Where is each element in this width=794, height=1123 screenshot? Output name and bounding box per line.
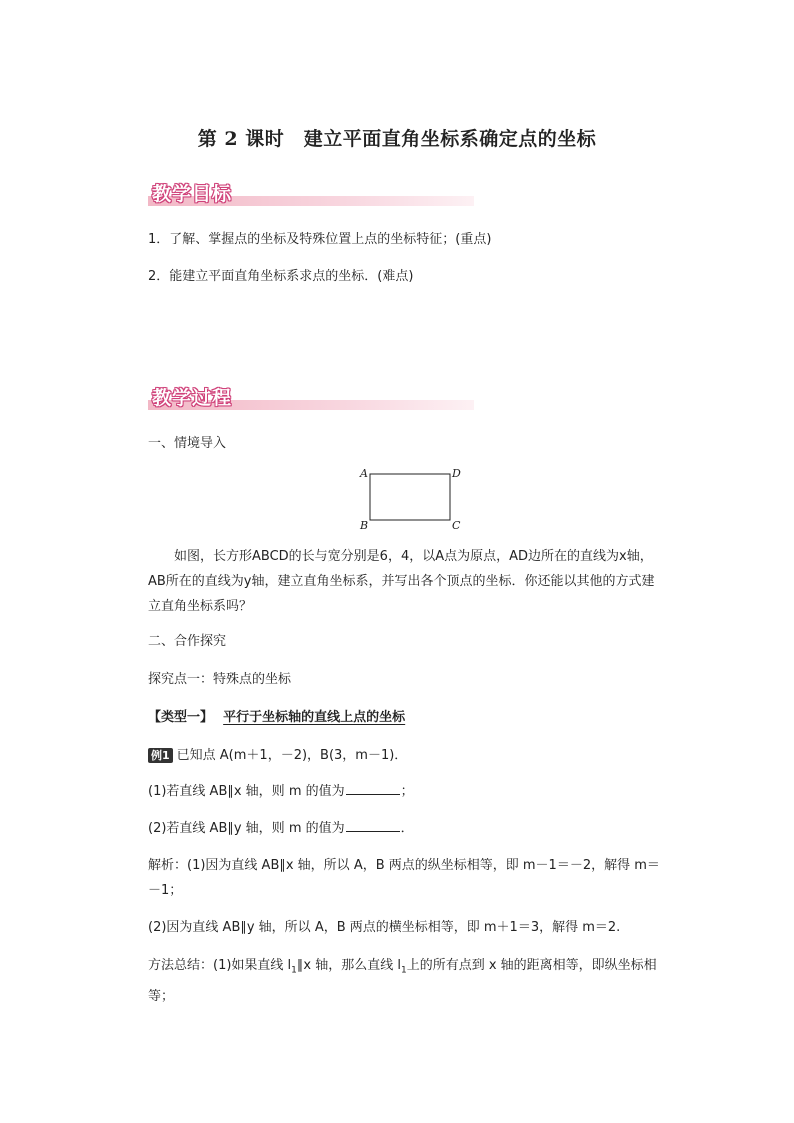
lesson-title: 第 2 课时 建立平面直角坐标系确定点的坐标 xyxy=(197,128,597,150)
example1-stem-line xyxy=(148,746,407,766)
method-mid: ∥x 轴，那么直线 l xyxy=(296,958,401,973)
objective-item-1: 1．了解、掌握点的坐标及特殊位置上点的坐标特征；(重点) xyxy=(148,232,492,247)
part2-heading: 二、合作探究 xyxy=(148,634,227,649)
q2-suffix: ． xyxy=(400,821,414,836)
explore-point-1: 探究点一：特殊点的坐标 xyxy=(148,672,292,687)
q1-suffix: ； xyxy=(400,784,414,799)
vertex-label-b: B xyxy=(360,519,369,532)
q1-text: (1)若直线 AB∥x 轴，则 m 的值为 xyxy=(148,784,345,799)
vertex-label-c: C xyxy=(452,519,461,532)
type1-topic: 平行于坐标轴的直线上点的坐标 xyxy=(223,710,406,725)
q2-text: (2)若直线 AB∥y 轴，则 m 的值为 xyxy=(148,821,345,836)
example1-q1 xyxy=(148,782,414,802)
rectangle-abcd xyxy=(370,474,450,520)
vertex-label-a: A xyxy=(360,467,368,480)
method-sub-2: 1 xyxy=(400,965,407,976)
objectives-banner xyxy=(148,176,474,206)
method-sub-1: 1 xyxy=(291,965,297,976)
solution-line-1: 解析：(1)因为直线 AB∥x 轴，所以 A，B 两点的纵坐标相等，即 m－1＝－2，解得 m＝－1； xyxy=(148,858,660,898)
example1-q2 xyxy=(148,819,414,839)
process-heading: 教学过程 xyxy=(152,387,233,409)
method-summary xyxy=(148,953,672,1009)
solution-line-2: (2)因为直线 AB∥y 轴，所以 A，B 两点的横坐标相等，即 m＋1＝3，解得 m＝2. xyxy=(148,920,621,935)
q1-answer-blank xyxy=(346,782,400,795)
objectives-heading: 教学目标 xyxy=(152,183,233,205)
q2-answer-blank xyxy=(346,819,400,832)
intro-paragraph: 如图，长方形ABCD的长与宽分别是6，4，以A点为原点，AD边所在的直线为x轴，AB所在的直线为y轴，建立直角坐标系，并写出各个顶点的坐标．你还能以其他的方式建立直角坐标系吗？ xyxy=(148,549,655,614)
rectangle-figure xyxy=(355,463,470,533)
type1-line xyxy=(148,708,405,728)
objective-item-2: 2．能建立平面直角坐标系求点的坐标．(难点) xyxy=(148,269,414,284)
method-suffix: 上的所有点到 x 轴的距离相等，即纵坐标相等； xyxy=(148,958,657,1004)
method-prefix: 方法总结：(1)如果直线 l xyxy=(148,958,292,973)
part1-heading: 一、情境导入 xyxy=(148,436,227,451)
type1-bracket: 【类型一】 xyxy=(148,710,214,725)
example-badge: 例1 xyxy=(148,748,173,763)
process-banner xyxy=(148,380,474,410)
example1-stem: 已知点 A(m＋1，－2)，B(3，m－1)． xyxy=(176,748,408,763)
vertex-label-d: D xyxy=(452,467,461,480)
